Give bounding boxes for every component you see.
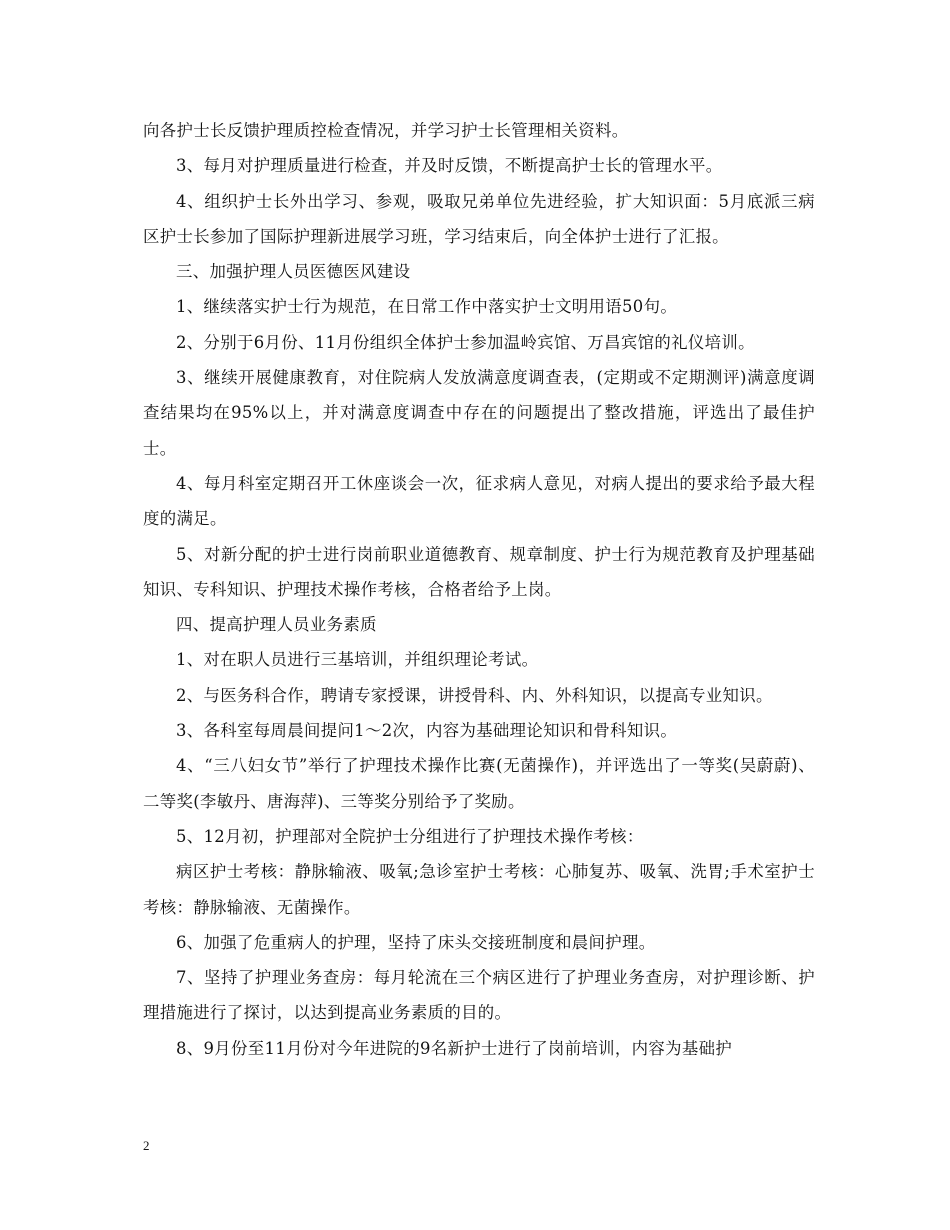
paragraph: 5、对新分配的护士进行岗前职业道德教育、规章制度、护士行为规范教育及护理基础知识、专科知识、护理技术操作考核，合格者给予上岗。: [143, 544, 815, 599]
paragraph: 4、组织护士长外出学习、参观，吸取兄弟单位先进经验，扩大知识面：5月底派三病区护士长参加了国际护理新进展学习班，学习结束后，向全体护士进行了汇报。: [143, 191, 815, 246]
document-body: [143, 113, 815, 1066]
paragraph: 4、每月科室定期召开工休座谈会一次，征求病人意见，对病人提出的要求给予最大程度的满足。: [143, 473, 815, 529]
paragraph: 2、分别于6月份、11月份组织全体护士参加温岭宾馆、万昌宾馆的礼仪培训。: [176, 332, 755, 352]
paragraph: 病区护士考核：静脉输液、吸氧;急诊室护士考核：心肺复苏、吸氧、洗胃;手术室护士考核：静脉输液、无菌操作。: [143, 862, 815, 917]
page-number: 2: [143, 1138, 150, 1153]
paragraph: 1、对在职人员进行三基培训，并组织理论考试。: [176, 650, 539, 670]
paragraph: 4、“三八妇女节”举行了护理技术操作比赛(无菌操作)，并评选出了一等奖(吴蔚蔚)、二等奖(李敏丹、唐海萍)、三等奖分别给予了奖励。: [143, 756, 815, 811]
paragraph: 3、继续开展健康教育，对住院病人发放满意度调查表，(定期或不定期测评)满意度调查结果均在95%以上，并对满意度调查中存在的问题提出了整改措施，评选出了最佳护士。: [143, 368, 815, 458]
paragraph: 8、9月份至11月份对今年进院的9名新护士进行了岗前培训，内容为基础护: [176, 1038, 733, 1058]
paragraph: 2、与医务科合作，聘请专家授课，讲授骨科、内、外科知识，以提高专业知识。: [176, 685, 773, 705]
section-heading: 三、加强护理人员医德医风建设: [176, 262, 411, 282]
paragraph: 6、加强了危重病人的护理，坚持了床头交接班制度和晨间护理。: [176, 932, 656, 952]
paragraph: 3、各科室每周晨间提问1～2次，内容为基础理论知识和骨科知识。: [176, 721, 678, 741]
paragraph: 向各护士长反馈护理质控检查情况，并学习护士长管理相关资料。: [143, 121, 629, 140]
paragraph: 5、12月初，护理部对全院护士分组进行了护理技术操作考核：: [176, 826, 644, 846]
paragraph: 7、坚持了护理业务查房：每月轮流在三个病区进行了护理业务查房，对护理诊断、护理措施进行了探讨，以达到提高业务素质的目的。: [143, 968, 815, 1023]
paragraph: 1、继续落实护士行为规范，在日常工作中落实护士文明用语50句。: [176, 297, 678, 317]
paragraph: 3、每月对护理质量进行检查，并及时反馈，不断提高护士长的管理水平。: [176, 156, 723, 176]
section-heading: 四、提高护理人员业务素质: [176, 615, 377, 635]
